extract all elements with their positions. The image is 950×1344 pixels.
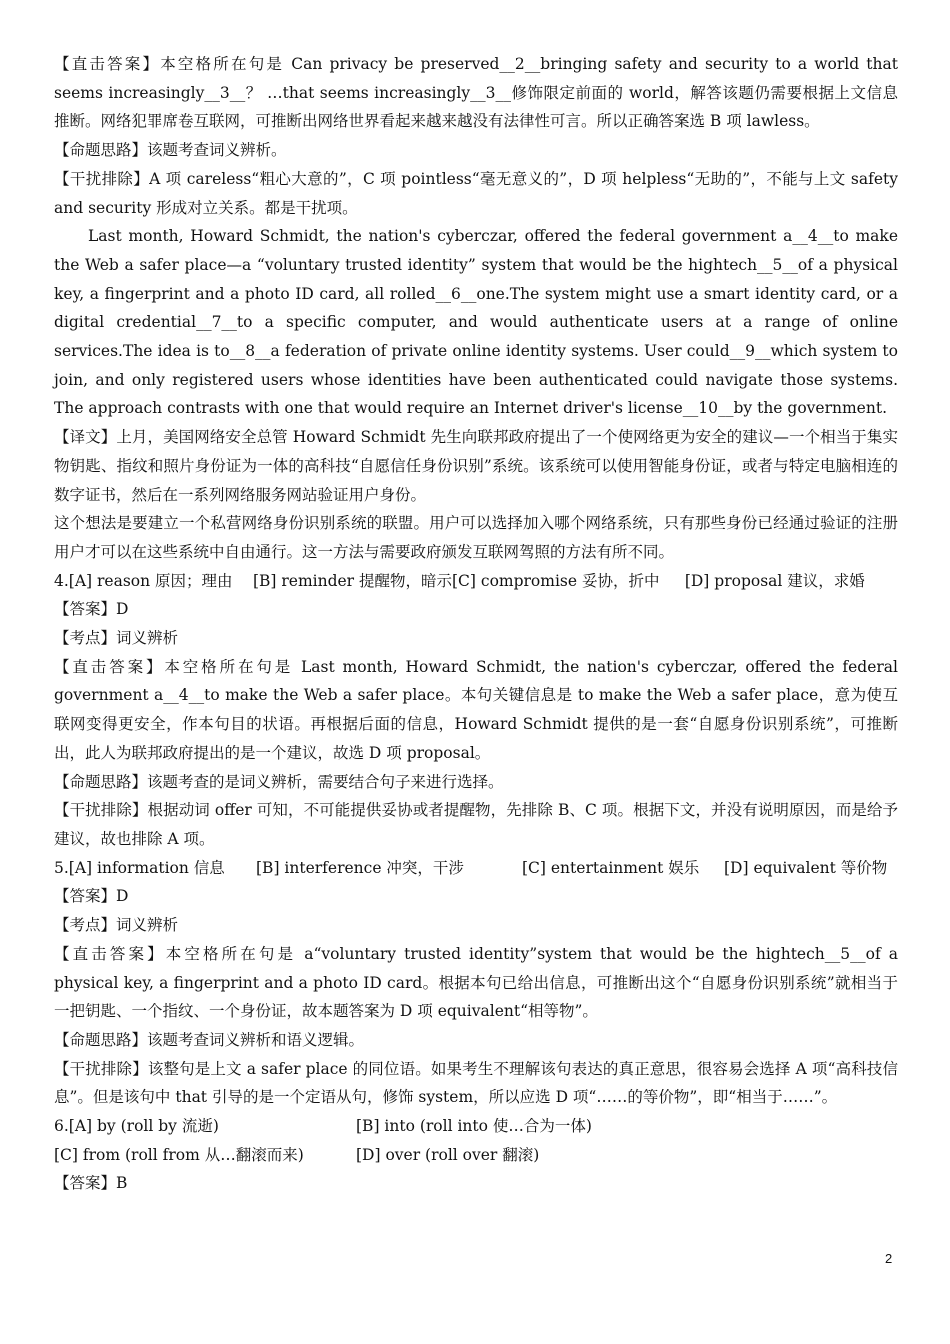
q4-question-idea: 【命题思路】该题考查的是词义辨析，需要结合句子来进行选择。: [54, 772, 504, 791]
q5-direct-answer: 【直击答案】本空格所在句是 a“voluntary trusted identity”system that would be the hightech__5__of a physical key, a fingerprint and a photo ID card。根据本句已给出信息，可推断出这个“自愿身份识别系统”就相当于一把钥匙、一个指纹、一个身份证，故本题答案为 D 项 equivalent“相等物”。: [54, 944, 898, 1021]
page-number: 2: [885, 1251, 893, 1266]
q5-answer: 【答案】D: [54, 887, 129, 906]
q5-question-idea: 【命题思路】该题考查词义辨析和语义逻辑。: [54, 1030, 365, 1049]
q6-options-row-2: [54, 1141, 898, 1170]
q5-option-a: 5.[A] information 信息: [54, 858, 225, 877]
q4-options: 4.[A] reason 原因；理由 [B] reminder 提醒物，暗示[C] compromise 妥协，折中 [D] proposal 建议，求婚: [54, 571, 865, 590]
q6-option-a: 6.[A] by (roll by 流逝): [54, 1117, 219, 1136]
page-content: [54, 50, 898, 1198]
q4-distractor-elimination: 【干扰排除】根据动词 offer 可知，不可能提供妥协或者提醒物，先排除 B、C 项。根据下文，并没有说明原因，而是给予建议，故也排除 A 项。: [54, 801, 898, 848]
q3-direct-answer: 【直击答案】本空格所在句是 Can privacy be preserved__2__bringing safety and security to a world that seems increasingly__3__？ …that seems increasingly__3__修饰限定前面的 world，解答该题仍需要根据上文信息推断。网络犯罪席卷互联网，可推断出网络世界看起来越来越没有法律性可言。所以正确答案选 B 项 lawless。: [54, 55, 898, 131]
q5-test-point: 【考点】词义辨析: [54, 916, 179, 935]
q5-option-d: [D] equivalent 等价物: [724, 858, 888, 877]
translation-paragraph-1: 【译文】上月，美国网络安全总管 Howard Schmidt 先生向联邦政府提出了一个使网络更为安全的建议—一个相当于集实物钥匙、指纹和照片身份证为一体的高科技“自愿信任身份识别”系统。该系统可以使用智能身份证，或者与特定电脑相连的数字证书，然后在一系列网络服务网站验证用户身份。: [54, 428, 898, 504]
q5-distractor-elimination: 【干扰排除】该整句是上文 a safer place 的同位语。如果考生不理解该句表达的真正意思，很容易会选择 A 项“高科技信息”。但是该句中 that 引导的是一个定语从句，修饰 system，所以应选 D 项“……的等价物”，即“相当于……”。: [54, 1059, 898, 1107]
q4-direct-answer: 【直击答案】本空格所在句是 Last month, Howard Schmidt, the nation's cyberczar, offered the federal government a__4__to make the Web a safer place。本句关键信息是 to make the Web a safer place，意为使互联网变得更安全，作本句目的状语。再根据后面的信息，Howard Schmidt 提供的是一套“自愿身份识别系统”，可推断出，此人为联邦政府提出的是一个建议，故选 D 项 proposal。: [54, 657, 898, 762]
q6-answer: 【答案】B: [54, 1174, 128, 1193]
q4-test-point: 【考点】词义辨析: [54, 629, 179, 648]
q6-options-row-1: [54, 1112, 898, 1141]
q5-option-c: [C] entertainment 娱乐: [522, 858, 700, 877]
q5-options: [54, 854, 898, 883]
q5-option-b: [B] interference 冲突，干涉: [256, 858, 464, 877]
translation-paragraph-2: 这个想法是要建立一个私营网络身份识别系统的联盟。用户可以选择加入哪个网络系统，只有那些身份已经通过验证的注册用户才可以在这些系统中自由通行。这一方法与需要政府颁发互联网驾照的方法有所不同。: [54, 514, 898, 561]
q3-distractor-elimination: 【干扰排除】A 项 careless“粗心大意的”，C 项 pointless“毫无意义的”，D 项 helpless“无助的”，不能与上文 safety and security 形成对立关系。都是干扰项。: [54, 169, 898, 217]
q6-option-b: [B] into (roll into 使…合为一体): [356, 1117, 592, 1136]
q6-option-c: [C] from (roll from 从…翻滚而来): [54, 1145, 304, 1164]
q6-option-d: [D] over (roll over 翻滚): [356, 1145, 540, 1164]
reading-passage: Last month, Howard Schmidt, the nation's cyberczar, offered the federal government a__4__to make the Web a safer place—a “voluntary trusted identity” system that would be the hightech__5__of a physical key, a fingerprint and a photo ID card, all rolled__6__one.The system might use a smart identity card, or a digital credential__7__to a specific computer, and would authenticate users at a range of online services.The idea is to__8__a federation of private online identity systems. User could__9__which system to join, and only registered users whose identities have been authenticated could navigate those systems. The approach contrasts with one that would require an Internet driver's license__10__by the government.: [54, 227, 898, 418]
q3-question-idea: 【命题思路】该题考查词义辨析。: [54, 141, 287, 160]
q4-answer: 【答案】D: [54, 600, 129, 619]
